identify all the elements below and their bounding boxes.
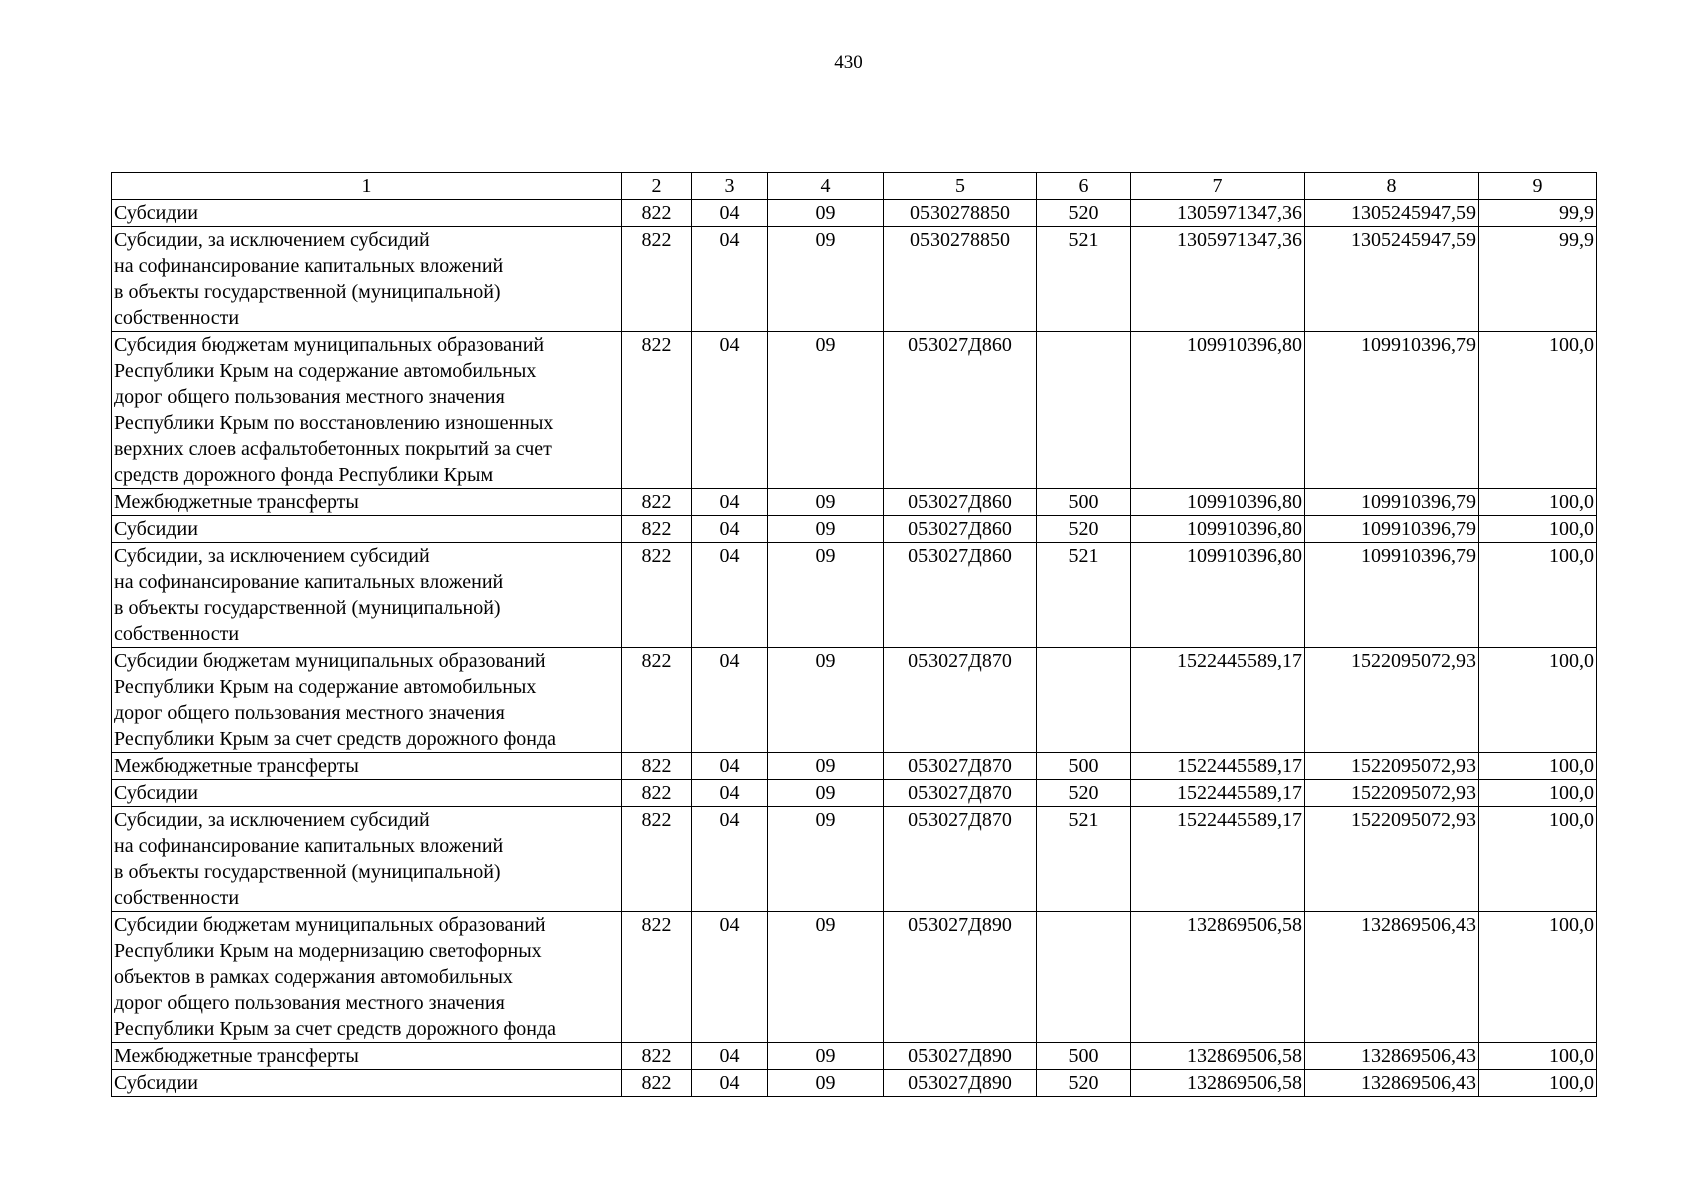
table-row: [112, 200, 1597, 227]
expense-type-cell: 500: [1037, 489, 1131, 516]
table-row: [112, 753, 1597, 780]
ministry-code-cell: 822: [622, 753, 692, 780]
expense-type-cell: 521: [1037, 543, 1131, 648]
percent-cell: 100,0: [1479, 543, 1597, 648]
ministry-code-cell: 822: [622, 200, 692, 227]
actual-amount-cell: 1522095072,93: [1305, 807, 1479, 912]
subsection-code-cell: 09: [768, 648, 884, 753]
table-header-row: [112, 173, 1597, 200]
description-cell: Межбюджетные трансферты: [112, 753, 622, 780]
subsection-code-cell: 09: [768, 227, 884, 332]
actual-amount-cell: 1522095072,93: [1305, 648, 1479, 753]
header-cell: 6: [1037, 173, 1131, 200]
table-body: [112, 200, 1597, 1097]
ministry-code-cell: 822: [622, 1070, 692, 1097]
target-article-cell: 053027Д870: [884, 807, 1037, 912]
ministry-code-cell: 822: [622, 332, 692, 489]
header-cell: 3: [692, 173, 768, 200]
expense-type-cell: 520: [1037, 516, 1131, 543]
expense-type-cell: 521: [1037, 807, 1131, 912]
actual-amount-cell: 109910396,79: [1305, 543, 1479, 648]
actual-amount-cell: 1522095072,93: [1305, 780, 1479, 807]
section-code-cell: 04: [692, 753, 768, 780]
ministry-code-cell: 822: [622, 1043, 692, 1070]
planned-amount-cell: 132869506,58: [1131, 1043, 1305, 1070]
description-cell: Межбюджетные трансферты: [112, 489, 622, 516]
planned-amount-cell: 109910396,80: [1131, 489, 1305, 516]
table-row: [112, 1070, 1597, 1097]
ministry-code-cell: 822: [622, 780, 692, 807]
section-code-cell: 04: [692, 648, 768, 753]
target-article-cell: 0530278850: [884, 227, 1037, 332]
section-code-cell: 04: [692, 912, 768, 1043]
percent-cell: 100,0: [1479, 1043, 1597, 1070]
section-code-cell: 04: [692, 200, 768, 227]
percent-cell: 100,0: [1479, 912, 1597, 1043]
expense-type-cell: [1037, 912, 1131, 1043]
header-cell: 7: [1131, 173, 1305, 200]
table-row: [112, 332, 1597, 489]
expense-type-cell: 520: [1037, 200, 1131, 227]
ministry-code-cell: 822: [622, 807, 692, 912]
ministry-code-cell: 822: [622, 489, 692, 516]
description-cell: Субсидии, за исключением субсидий на софинансирование капитальных вложений в объекты государственной (муниципальной) собственности: [112, 543, 622, 648]
section-code-cell: 04: [692, 516, 768, 543]
actual-amount-cell: 109910396,79: [1305, 332, 1479, 489]
subsection-code-cell: 09: [768, 489, 884, 516]
percent-cell: 100,0: [1479, 780, 1597, 807]
actual-amount-cell: 132869506,43: [1305, 1043, 1479, 1070]
expense-type-cell: 520: [1037, 780, 1131, 807]
planned-amount-cell: 1522445589,17: [1131, 753, 1305, 780]
table-row: [112, 489, 1597, 516]
table-row: [112, 227, 1597, 332]
expense-type-cell: [1037, 648, 1131, 753]
percent-cell: 100,0: [1479, 1070, 1597, 1097]
expense-type-cell: 500: [1037, 753, 1131, 780]
actual-amount-cell: 132869506,43: [1305, 912, 1479, 1043]
planned-amount-cell: 132869506,58: [1131, 1070, 1305, 1097]
planned-amount-cell: 1305971347,36: [1131, 200, 1305, 227]
page-number: 430: [834, 52, 863, 73]
target-article-cell: 0530278850: [884, 200, 1037, 227]
planned-amount-cell: 1305971347,36: [1131, 227, 1305, 332]
expense-type-cell: [1037, 332, 1131, 489]
subsection-code-cell: 09: [768, 1043, 884, 1070]
target-article-cell: 053027Д890: [884, 912, 1037, 1043]
description-cell: Субсидии: [112, 200, 622, 227]
target-article-cell: 053027Д870: [884, 648, 1037, 753]
target-article-cell: 053027Д860: [884, 516, 1037, 543]
subsection-code-cell: 09: [768, 807, 884, 912]
section-code-cell: 04: [692, 807, 768, 912]
section-code-cell: 04: [692, 1043, 768, 1070]
table-row: [112, 648, 1597, 753]
ministry-code-cell: 822: [622, 516, 692, 543]
header-cell: 1: [112, 173, 622, 200]
description-cell: Субсидия бюджетам муниципальных образований Республики Крым на содержание автомобильных дорог общего пользования местного значения Республики Крым по восстановлению изношенных верхних слоев асфальтобетонных покрытий за счет средств дорожного фонда Республики Крым: [112, 332, 622, 489]
target-article-cell: 053027Д860: [884, 543, 1037, 648]
subsection-code-cell: 09: [768, 516, 884, 543]
description-cell: Субсидии бюджетам муниципальных образований Республики Крым на содержание автомобильных дорог общего пользования местного значения Республики Крым за счет средств дорожного фонда: [112, 648, 622, 753]
subsection-code-cell: 09: [768, 543, 884, 648]
description-cell: Субсидии бюджетам муниципальных образований Республики Крым на модернизацию светофорных объектов в рамках содержания автомобильных дорог общего пользования местного значения Республики Крым за счет средств дорожного фонда: [112, 912, 622, 1043]
planned-amount-cell: 109910396,80: [1131, 332, 1305, 489]
actual-amount-cell: 132869506,43: [1305, 1070, 1479, 1097]
section-code-cell: 04: [692, 780, 768, 807]
ministry-code-cell: 822: [622, 543, 692, 648]
percent-cell: 99,9: [1479, 227, 1597, 332]
section-code-cell: 04: [692, 543, 768, 648]
percent-cell: 100,0: [1479, 648, 1597, 753]
planned-amount-cell: 109910396,80: [1131, 516, 1305, 543]
subsection-code-cell: 09: [768, 912, 884, 1043]
percent-cell: 100,0: [1479, 516, 1597, 543]
section-code-cell: 04: [692, 1070, 768, 1097]
description-cell: Субсидии: [112, 516, 622, 543]
target-article-cell: 053027Д890: [884, 1043, 1037, 1070]
table-row: [112, 1043, 1597, 1070]
description-cell: Межбюджетные трансферты: [112, 1043, 622, 1070]
description-cell: Субсидии, за исключением субсидий на софинансирование капитальных вложений в объекты государственной (муниципальной) собственности: [112, 227, 622, 332]
section-code-cell: 04: [692, 332, 768, 489]
header-cell: 9: [1479, 173, 1597, 200]
expense-type-cell: 521: [1037, 227, 1131, 332]
subsection-code-cell: 09: [768, 753, 884, 780]
planned-amount-cell: 132869506,58: [1131, 912, 1305, 1043]
percent-cell: 100,0: [1479, 332, 1597, 489]
ministry-code-cell: 822: [622, 648, 692, 753]
header-cell: 4: [768, 173, 884, 200]
budget-table: [111, 172, 1597, 1097]
description-cell: Субсидии, за исключением субсидий на софинансирование капитальных вложений в объекты государственной (муниципальной) собственности: [112, 807, 622, 912]
ministry-code-cell: 822: [622, 227, 692, 332]
table-row: [112, 807, 1597, 912]
percent-cell: 100,0: [1479, 753, 1597, 780]
actual-amount-cell: 1305245947,59: [1305, 227, 1479, 332]
header-cell: 5: [884, 173, 1037, 200]
target-article-cell: 053027Д870: [884, 780, 1037, 807]
section-code-cell: 04: [692, 227, 768, 332]
expense-type-cell: 500: [1037, 1043, 1131, 1070]
percent-cell: 100,0: [1479, 807, 1597, 912]
percent-cell: 100,0: [1479, 489, 1597, 516]
subsection-code-cell: 09: [768, 200, 884, 227]
planned-amount-cell: 1522445589,17: [1131, 780, 1305, 807]
target-article-cell: 053027Д890: [884, 1070, 1037, 1097]
planned-amount-cell: 1522445589,17: [1131, 807, 1305, 912]
target-article-cell: 053027Д870: [884, 753, 1037, 780]
subsection-code-cell: 09: [768, 1070, 884, 1097]
actual-amount-cell: 1522095072,93: [1305, 753, 1479, 780]
table-row: [112, 543, 1597, 648]
planned-amount-cell: 1522445589,17: [1131, 648, 1305, 753]
subsection-code-cell: 09: [768, 780, 884, 807]
actual-amount-cell: 1305245947,59: [1305, 200, 1479, 227]
actual-amount-cell: 109910396,79: [1305, 516, 1479, 543]
header-cell: 2: [622, 173, 692, 200]
table-row: [112, 516, 1597, 543]
actual-amount-cell: 109910396,79: [1305, 489, 1479, 516]
section-code-cell: 04: [692, 489, 768, 516]
subsection-code-cell: 09: [768, 332, 884, 489]
target-article-cell: 053027Д860: [884, 332, 1037, 489]
description-cell: Субсидии: [112, 1070, 622, 1097]
ministry-code-cell: 822: [622, 912, 692, 1043]
expense-type-cell: 520: [1037, 1070, 1131, 1097]
header-cell: 8: [1305, 173, 1479, 200]
table-row: [112, 780, 1597, 807]
description-cell: Субсидии: [112, 780, 622, 807]
percent-cell: 99,9: [1479, 200, 1597, 227]
target-article-cell: 053027Д860: [884, 489, 1037, 516]
table-row: [112, 912, 1597, 1043]
planned-amount-cell: 109910396,80: [1131, 543, 1305, 648]
